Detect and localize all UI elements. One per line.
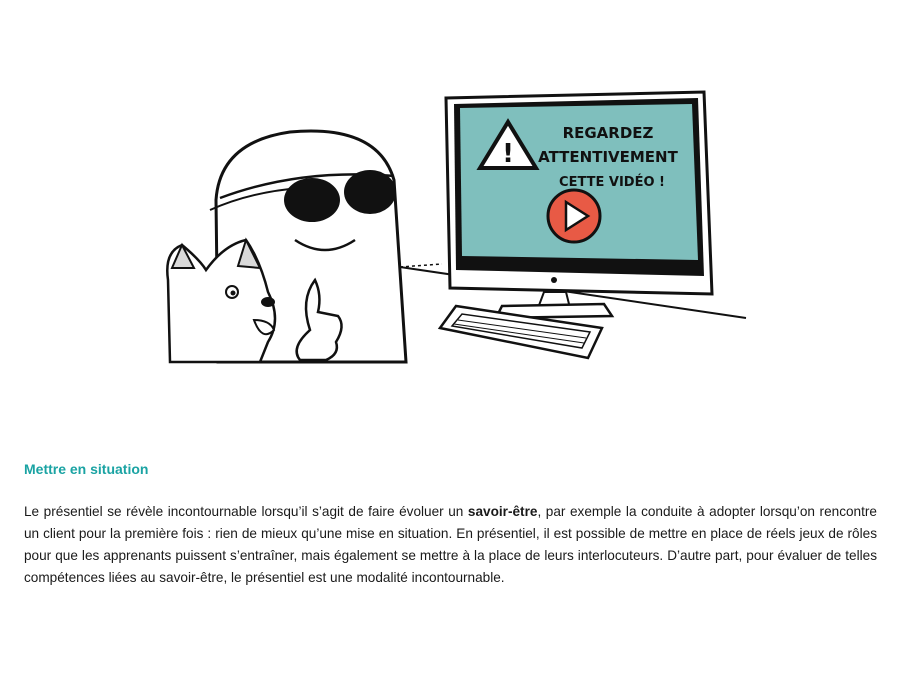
dog-nose bbox=[261, 297, 275, 307]
cartoon-illustration bbox=[150, 80, 750, 370]
paragraph-text-after: , par exemple la conduite à adopter lorsqu’on rencontre un client pour la première fois : rien de mieux qu’une mise en situation. En présentiel, il est possible de mettre en place de réels jeux de rôles pour que les apprenants puissent s’entraîner, mais également se mettre à la place de leurs interlocuteurs. D’autre part, pour évaluer de telles compétences liées au savoir-être, le présentiel est une modalité incontournable. bbox=[24, 504, 877, 585]
section-paragraph bbox=[24, 501, 877, 589]
left-sunglass-lens bbox=[284, 178, 340, 222]
screen-line-2: ATTENTIVEMENT bbox=[538, 148, 678, 166]
svg-text:!: ! bbox=[502, 139, 514, 169]
play-icon[interactable] bbox=[548, 190, 600, 242]
computer-monitor bbox=[446, 92, 712, 318]
paragraph-bold-term: savoir-être bbox=[467, 504, 538, 519]
cartoon-svg bbox=[150, 80, 750, 370]
screen-line-3: CETTE VIDÉO ! bbox=[559, 175, 665, 190]
paragraph-text-before: Le présentiel se révèle incontournable lorsqu’il s’agit de faire évoluer un bbox=[24, 504, 468, 519]
right-sunglass-lens bbox=[344, 170, 396, 214]
monitor-power-led bbox=[551, 277, 557, 283]
screen-line-1: REGARDEZ bbox=[562, 124, 654, 142]
sight-line bbox=[400, 264, 442, 267]
section-heading: Mettre en situation bbox=[24, 461, 149, 477]
